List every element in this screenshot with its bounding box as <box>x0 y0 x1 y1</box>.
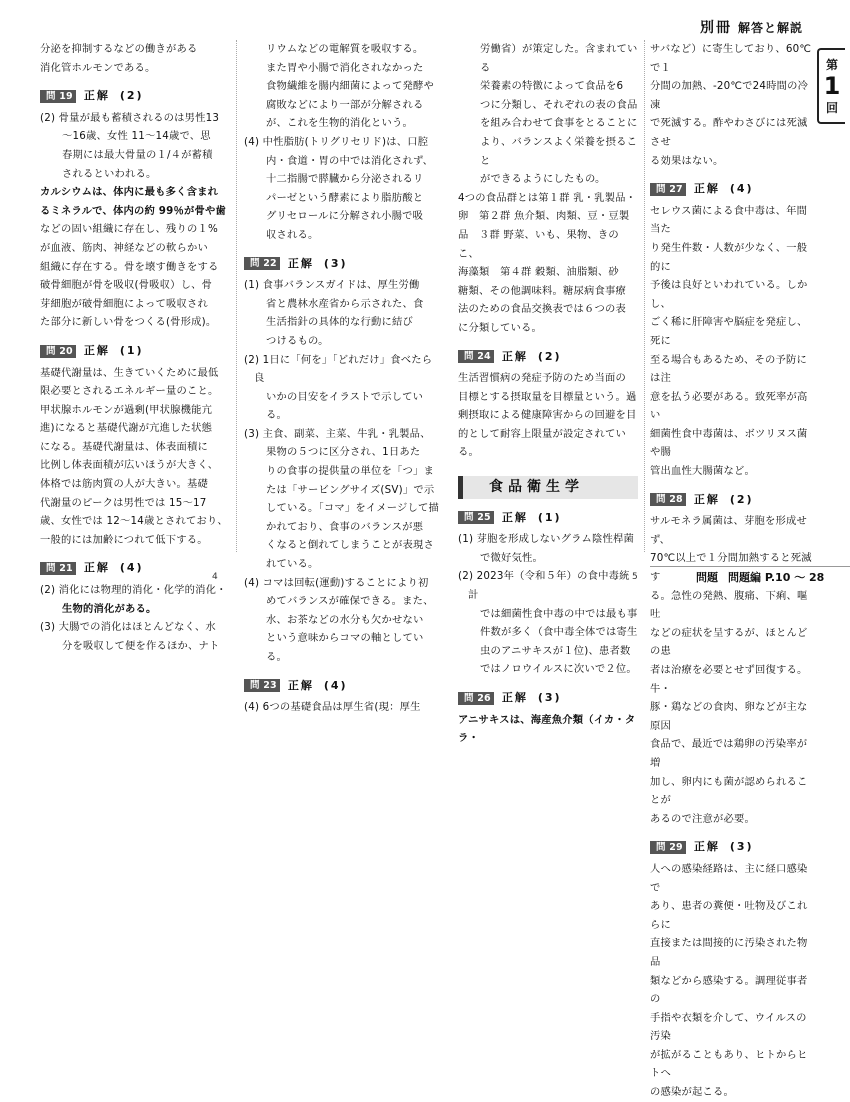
footer-reference <box>650 566 850 588</box>
text-line: 管出血性大腸菌など。 <box>650 465 755 478</box>
footer-page-ref: 問題編 P.10 ～ 28 <box>728 571 825 584</box>
question-number: 問 28 <box>650 493 686 506</box>
text-line: で死滅する。酢やわさびには死滅させ <box>650 117 808 148</box>
text-line: カルシウムは、体内に最も多く含まれ <box>40 186 219 199</box>
text-line: 内・食道・胃の中では消化されず、 <box>266 154 434 167</box>
text-line: 至る場合もあるため、その予防には注 <box>650 353 808 385</box>
page-number-right: 5 <box>632 572 638 582</box>
text-line: を組み合わせて食事をとることに <box>480 117 638 130</box>
answer-number: (1) <box>119 343 144 357</box>
answer-label: 正解 <box>83 89 110 103</box>
text-line: あり、患者の糞便・吐物及びこれらに <box>650 900 808 931</box>
text-line: より、バランスよく栄養を摂ること <box>480 135 638 167</box>
text-line: 比例し体表面積が広いほうが大きく、 <box>40 459 219 472</box>
answer-label: 正解 <box>501 510 528 524</box>
chapter-tab-number: 1 <box>823 72 841 100</box>
text-line: (2) 1日に「何を」「どれだけ」食べたら良 <box>244 353 433 385</box>
text-line: かれており、食事のバランスが悪 <box>266 520 424 533</box>
text-line: 分を吸収して便を作るほか、ナト <box>62 639 220 652</box>
text-line: 直接または間接的に汚染された物品 <box>650 937 808 968</box>
text-line: グリセロールに分解され小腸で吸 <box>266 210 424 223</box>
text-line: アニサキスは、海産魚介類（イカ・タラ・ <box>458 713 636 745</box>
text-line: 類などから感染する。調理従事者の <box>650 974 808 1006</box>
text-line: くなると倒れてしまうことが表現さ <box>266 539 434 552</box>
text-line: (2) 2023年（令和５年）の食中毒統計 <box>458 570 630 602</box>
question-header-25 <box>458 509 638 528</box>
text-line: 限必要とされるエネルギー量のこと。 <box>40 385 219 398</box>
question-number: 問 23 <box>244 679 280 692</box>
text-line: つに分類し、それぞれの表の食品 <box>480 98 638 111</box>
answer-label: 正解 <box>693 182 720 196</box>
text-line: などの症状を呈するが、ほとんどの患 <box>650 626 808 658</box>
answer-label: 正解 <box>501 349 528 363</box>
text-line: あるので注意が必要。 <box>650 812 755 825</box>
text-line: が、これを生物的消化という。 <box>266 117 413 130</box>
text-line: 水、お茶などの水分も欠かせない <box>266 613 424 626</box>
answer-label: 正解 <box>287 256 314 270</box>
text-line: 海藻類 第４群 穀類、油脂類、砂 <box>458 266 619 279</box>
question-number: 問 20 <box>40 345 76 358</box>
text-line: 卵 第２群 魚介類、肉類、豆・豆製 <box>458 210 630 223</box>
text-line: たは「サービングサイズ(SV)」で示 <box>266 483 435 496</box>
text-line: 一般的には加齢につれて低下する。 <box>40 533 208 546</box>
text-line: 進)になると基礎代謝が亢進した状態 <box>40 422 213 435</box>
text-line: り発生件数・人数が少なく、一般的に <box>650 241 808 273</box>
header-bar <box>700 16 820 38</box>
text-line: (4) 6つの基礎食品は厚生省(現：厚生 <box>244 701 421 714</box>
answer-number: (2) <box>119 89 144 103</box>
text-line: 予後は良好といわれている。しかし、 <box>650 279 808 310</box>
question-number: 問 22 <box>244 257 280 270</box>
text-line: している。「コマ」をイメージして描 <box>266 502 439 515</box>
question-header-23 <box>244 677 440 696</box>
text-line: 細菌性食中毒菌は、ボツリヌス菌や腸 <box>650 427 808 459</box>
text-line: に分類している。 <box>458 321 542 334</box>
answer-label: 正解 <box>693 492 720 506</box>
text-line: 収される。 <box>266 228 319 241</box>
text-line: 者は治療を必要とせず回復する。牛・ <box>650 664 808 695</box>
answer-label: 正解 <box>83 561 110 575</box>
question-number: 問 26 <box>458 692 494 705</box>
text-line: 件数が多く（食中毒全体では寄生 <box>480 626 638 639</box>
text-line: 意を払う必要がある。致死率が高い <box>650 390 808 422</box>
question-number: 問 19 <box>40 90 76 103</box>
text-line: 70℃以上で１分間加熱すると死滅す <box>650 552 812 584</box>
text-line: 消化管ホルモンである。 <box>40 61 156 74</box>
text-line: 豚・鶏などの食肉、卵などが主な原因 <box>650 701 808 732</box>
question-header-22 <box>244 255 440 274</box>
text-line: 組織に存在する。骨を壊す働きをする <box>40 260 219 273</box>
text-line: では細菌性食中毒の中では最も事 <box>480 607 638 620</box>
text-line: サルモネラ属菌は、芽胞を形成せず、 <box>650 515 807 546</box>
text-line: 甲状腺ホルモンが過剰(甲状腺機能亢 <box>40 403 213 416</box>
text-line: 法のための食品交換表では６つの表 <box>458 303 626 316</box>
answer-number: (1) <box>537 510 562 524</box>
question-number: 問 25 <box>458 511 494 524</box>
text-line: 芽細胞が破骨細胞によって吸収され <box>40 297 208 310</box>
text-line: が血液、筋肉、神経などの軟らかい <box>40 241 208 254</box>
question-header-19 <box>40 87 230 106</box>
answer-label: 正解 <box>287 678 314 692</box>
answer-number: (4) <box>119 561 144 575</box>
text-line: いかの目安をイラストで示している。 <box>266 390 424 422</box>
text-line: る。急性の発熱、腹痛、下痢、嘔吐 <box>650 589 808 621</box>
column-1 <box>40 40 230 655</box>
footer-label: 問題 <box>696 571 718 584</box>
text-line: (3) 大腸での消化はほとんどなく、水 <box>40 621 216 634</box>
text-line: 糖類、その他調味料。糖尿病食事療 <box>458 284 626 297</box>
text-line: ごく稀に肝障害や脳症を発症し、死に <box>650 316 808 347</box>
text-line: の感染が起こる。 <box>650 1086 734 1099</box>
page-number-left: 4 <box>212 572 218 582</box>
text-line: 的として耐容上限量が設定されている。 <box>458 427 626 459</box>
text-line: 果物の５つに区分され、1日あた <box>266 446 421 459</box>
answer-number: (3) <box>323 256 348 270</box>
text-line: めてバランスが確保できる。また、 <box>266 595 434 608</box>
footer-rule <box>650 566 850 589</box>
text-line: 歳、女性では 12～14歳とされており、 <box>40 515 228 528</box>
question-header-20 <box>40 342 230 361</box>
text-line: 体格では筋肉質の人が大きい。基礎 <box>40 478 208 491</box>
text-line: れている。 <box>266 558 319 571</box>
text-line: 腐敗などにより一部が分解される <box>266 98 424 111</box>
text-line: ができるようにしたもの。 <box>480 173 606 186</box>
section-heading: 食品衛生学 <box>458 476 638 499</box>
text-line: 十二指腸で膵臓から分泌されるリ <box>266 173 424 186</box>
text-line: で微好気性。 <box>480 551 543 564</box>
text-line: 労働省）が策定した。含まれている <box>480 43 638 74</box>
text-line: 分泌を抑制するなどの働きがある <box>40 43 198 55</box>
text-line: 手指や衣類を介して、ウイルスの汚染 <box>650 1011 807 1043</box>
text-line: つけるもの。 <box>266 334 329 347</box>
question-number: 問 24 <box>458 350 494 363</box>
question-number: 問 29 <box>650 841 686 854</box>
text-line: 基礎代謝量は、生きていくために最低 <box>40 366 219 379</box>
text-line: リウムなどの電解質を吸収する。 <box>266 43 424 55</box>
text-line: セレウス菌による食中毒は、年間当た <box>650 204 808 236</box>
text-line: 剰摂取による健康障害からの回避を目 <box>458 409 637 422</box>
text-line: されるといわれる。 <box>62 167 157 180</box>
header-title: 解答と解説 <box>738 20 804 35</box>
text-line: 生活習慣病の発症予防のため当面の <box>458 372 626 385</box>
text-line: 4つの食品群とは第１群 乳・乳製品・ <box>458 191 637 204</box>
text-line: た部分に新しい骨をつくる(骨形成)。 <box>40 316 217 329</box>
question-header-24 <box>458 348 638 367</box>
text-line: 省と農林水産省から示された、食 <box>266 297 424 310</box>
text-line: 虫のアニサキスが１位)、患者数 <box>480 644 631 657</box>
text-line: (1) 食事バランスガイドは、厚生労働 <box>244 279 420 292</box>
text-line: ではノロウイルスに次いで２位。 <box>480 663 637 676</box>
text-line: 品 ３群 野菜、いも、果物、きのこ、 <box>458 228 619 260</box>
answer-number: (4) <box>323 678 348 692</box>
text-line: (4) コマは回転(運動)することにより初 <box>244 576 429 589</box>
answer-label: 正解 <box>501 691 528 704</box>
text-line: 目標とする摂取量を目標量という。過 <box>458 390 637 403</box>
chapter-tab <box>817 48 845 124</box>
text-line: ～16歳、女性 11～14歳で、思 <box>62 130 211 143</box>
column-divider <box>644 40 645 552</box>
text-line: (3) 主食、副菜、主菜、牛乳・乳製品、 <box>244 427 431 440</box>
question-header-27 <box>650 180 816 199</box>
text-line: になる。基礎代謝量は、体表面積に <box>40 440 208 453</box>
text-line: 生物的消化がある。 <box>62 602 157 615</box>
header-bessatsu: 別冊 <box>700 20 732 36</box>
text-line: 食品で、最近では鶏卵の汚染率が増 <box>650 738 808 769</box>
column-divider <box>236 40 237 552</box>
text-line: 破骨細胞が骨を吸収(骨吸収）し、骨 <box>40 279 213 292</box>
question-header-29 <box>650 838 816 857</box>
column-2 <box>244 40 440 717</box>
chapter-tab-kai: 回 <box>825 101 838 115</box>
text-line: 分間の加熱、-20℃で24時間の冷凍 <box>650 80 809 111</box>
answer-number: (4) <box>729 182 754 196</box>
text-line: 人への感染経路は、主に経口感染で <box>650 862 808 894</box>
text-line: 栄養素の特徴によって食品を6 <box>480 80 624 93</box>
text-line: また胃や小腸で消化されなかった <box>266 61 424 74</box>
text-line: るミネラルで、体内の約 99％が骨や歯 <box>40 204 226 217</box>
text-line: などの固い組織に存在し、残りの１% <box>40 223 218 236</box>
question-header-28 <box>650 491 816 510</box>
answer-label: 正解 <box>693 840 720 854</box>
text-line: る効果はない。 <box>650 154 724 167</box>
text-line: が拡がることもあり、ヒトからヒトへ <box>650 1048 808 1080</box>
question-header-21 <box>40 559 230 578</box>
answer-number: (3) <box>729 840 754 854</box>
text-line: 春期には最大骨量の１/４が蓄積 <box>62 148 213 161</box>
text-line: (1) 芽胞を形成しないグラム陰性桿菌 <box>458 533 635 546</box>
column-3 <box>458 40 638 748</box>
question-number: 問 21 <box>40 562 76 575</box>
answer-number: (2) <box>729 492 754 506</box>
text-line: 代謝量のピークは男性では 15～17 <box>40 496 207 509</box>
text-line: パーゼという酵素により脂肪酸と <box>266 191 424 204</box>
text-line: (4) 中性脂肪(トリグリセリド)は、口腔 <box>244 135 429 148</box>
answer-label: 正解 <box>83 343 110 357</box>
text-line: 食物繊維を腸内細菌によって発酵や <box>266 80 434 93</box>
text-line: りの食事の提供量の単位を「つ」ま <box>266 465 434 478</box>
text-line: 生活指針の具体的な行動に結び <box>266 316 413 329</box>
question-header-26 <box>458 689 638 708</box>
text-line: サバなど）に寄生しており、60℃で１ <box>650 43 812 74</box>
chapter-tab-dai: 第 <box>825 58 838 72</box>
text-line: 加し、卵内にも菌が認められることが <box>650 775 808 807</box>
answer-number: (3) <box>537 691 562 704</box>
text-line: (2) 消化には物理的消化・化学的消化・ <box>40 584 227 597</box>
question-number: 問 27 <box>650 183 686 196</box>
text-line: (2) 骨量が最も蓄積されるのは男性13 <box>40 111 220 124</box>
text-line: という意味からコマの軸としている。 <box>266 632 424 663</box>
answer-number: (2) <box>537 349 562 363</box>
